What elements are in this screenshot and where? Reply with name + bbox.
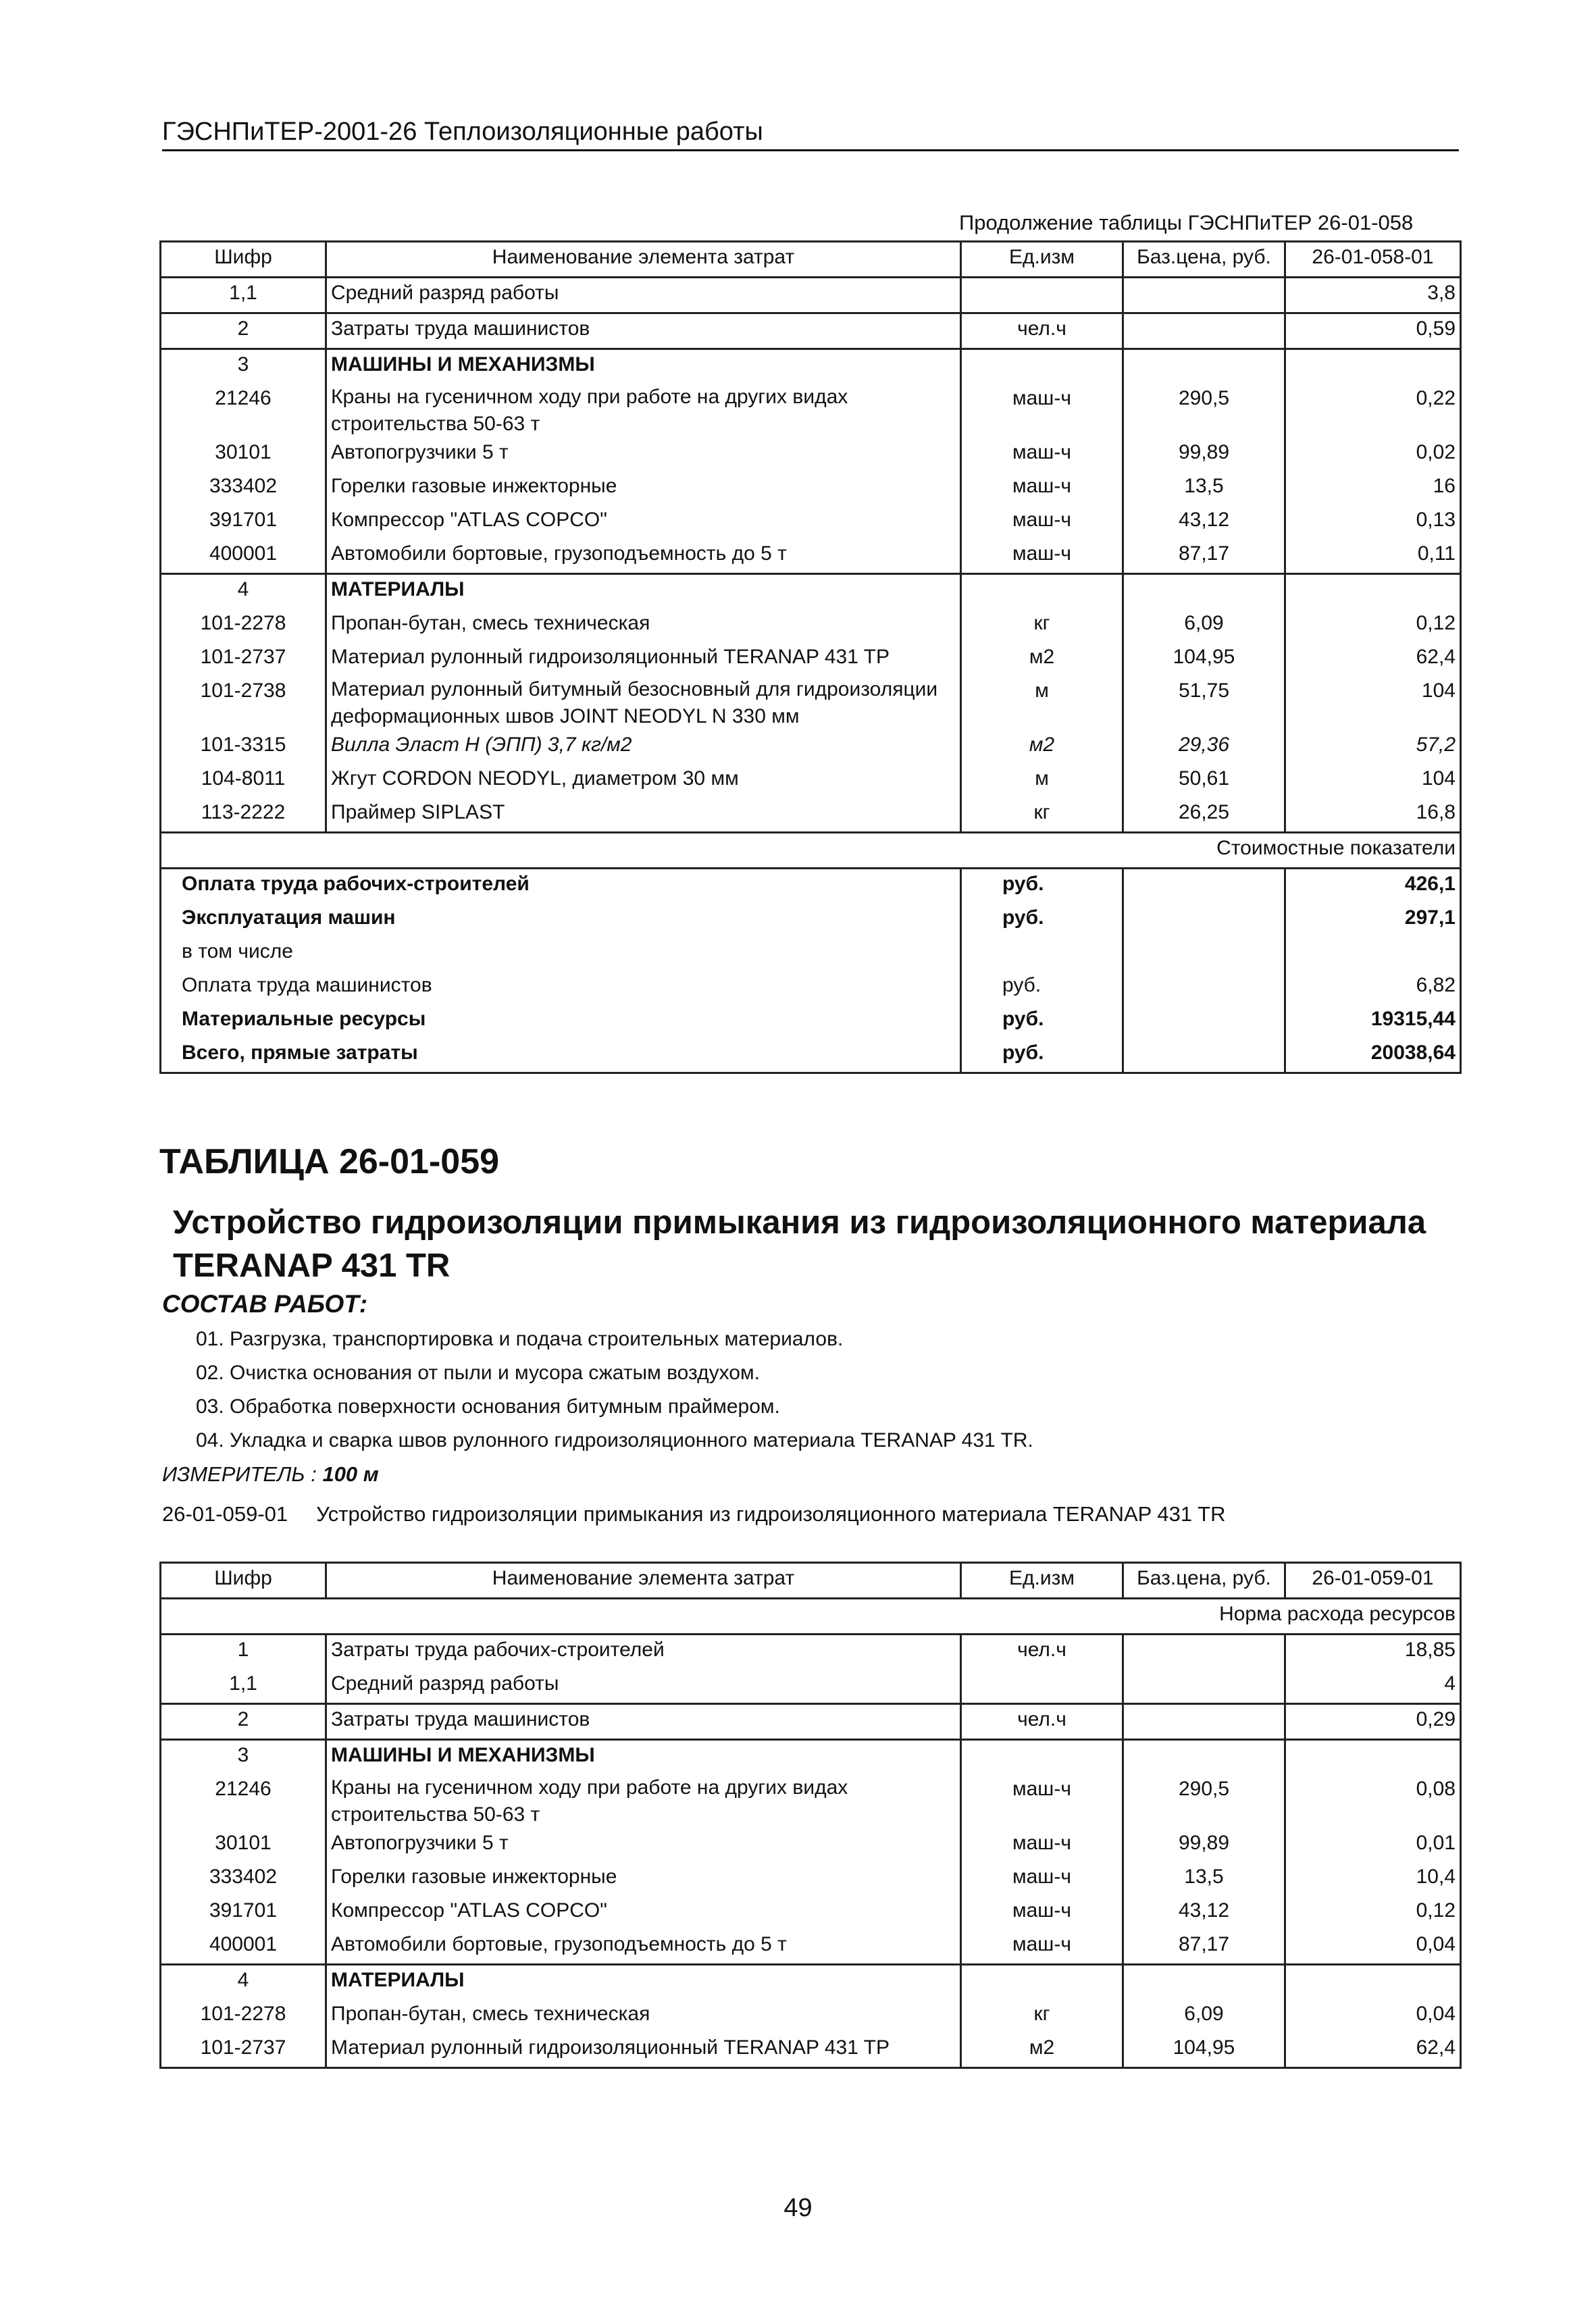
row-name: Затраты труда машинистов xyxy=(326,1704,961,1740)
table-header-row xyxy=(161,242,1461,278)
row-name: МАТЕРИАЛЫ xyxy=(326,574,961,609)
row-price: 104,95 xyxy=(1123,642,1285,676)
row-price: 99,89 xyxy=(1123,438,1285,471)
row-code: 2 xyxy=(161,313,326,349)
row-name: Автомобили бортовые, грузоподъемность до 5 т xyxy=(326,539,961,574)
row-name: МАШИНЫ И МЕХАНИЗМЫ xyxy=(326,349,961,384)
composition-label: СОСТАВ РАБОТ: xyxy=(162,1290,368,1318)
row-unit: кг xyxy=(961,609,1123,642)
row-price: 29,36 xyxy=(1123,730,1285,764)
summary-unit xyxy=(961,937,1123,971)
header-code: Шифр xyxy=(161,1563,326,1599)
table-row xyxy=(161,384,1461,438)
summary-row xyxy=(161,1004,1461,1038)
row-unit: маш-ч xyxy=(961,1862,1123,1896)
row-value: 0,12 xyxy=(1285,609,1461,642)
row-price xyxy=(1123,574,1285,609)
row-name: Горелки газовые инжекторные xyxy=(326,1862,961,1896)
table-row xyxy=(161,764,1461,798)
row-unit xyxy=(961,574,1123,609)
row-value: 57,2 xyxy=(1285,730,1461,764)
summary-label: Материальные ресурсы xyxy=(161,1004,961,1038)
table-row xyxy=(161,1774,1461,1828)
row-price: 87,17 xyxy=(1123,1930,1285,1965)
row-price: 6,09 xyxy=(1123,609,1285,642)
row-unit xyxy=(961,278,1123,313)
table-title: ТАБЛИЦА 26-01-059 xyxy=(159,1142,500,1181)
row-price: 51,75 xyxy=(1123,676,1285,730)
summary-unit: руб. xyxy=(961,1038,1123,1073)
row-unit: м xyxy=(961,764,1123,798)
row-value: 62,4 xyxy=(1285,642,1461,676)
row-value xyxy=(1285,349,1461,384)
row-unit: чел.ч xyxy=(961,1635,1123,1670)
row-unit: маш-ч xyxy=(961,384,1123,438)
cost-table-058 xyxy=(159,240,1462,1074)
summary-row xyxy=(161,937,1461,971)
norm-code: 26-01-059-01 xyxy=(162,1502,288,1526)
row-value xyxy=(1285,574,1461,609)
summary-unit: руб. xyxy=(961,869,1123,904)
page-number: 49 xyxy=(783,2194,813,2222)
row-unit: маш-ч xyxy=(961,1896,1123,1930)
row-code: 391701 xyxy=(161,1896,326,1930)
summary-value: 20038,64 xyxy=(1285,1038,1461,1073)
table-header-row xyxy=(161,1563,1461,1599)
row-code: 101-2737 xyxy=(161,2033,326,2068)
row-value: 4 xyxy=(1285,1669,1461,1704)
row-name: Автопогрузчики 5 т xyxy=(326,438,961,471)
row-unit: кг xyxy=(961,798,1123,833)
header-norm: 26-01-059-01 xyxy=(1285,1563,1461,1599)
row-price xyxy=(1123,349,1285,384)
summary-empty xyxy=(1123,1004,1285,1038)
row-name: Материал рулонный гидроизоляционный TERANAP 431 TP xyxy=(326,2033,961,2068)
row-code: 101-2738 xyxy=(161,676,326,730)
summary-row xyxy=(161,903,1461,937)
summary-unit: руб. xyxy=(961,971,1123,1004)
header-unit: Ед.изм xyxy=(961,1563,1123,1599)
row-price xyxy=(1123,1740,1285,1775)
table-row xyxy=(161,574,1461,609)
row-price: 13,5 xyxy=(1123,1862,1285,1896)
row-unit: чел.ч xyxy=(961,1704,1123,1740)
table-row xyxy=(161,676,1461,730)
row-unit: маш-ч xyxy=(961,539,1123,574)
header-name: Наименование элемента затрат xyxy=(326,242,961,278)
row-value: 104 xyxy=(1285,676,1461,730)
row-name: Праймер SIPLAST xyxy=(326,798,961,833)
row-value: 62,4 xyxy=(1285,2033,1461,2068)
summary-label: в том числе xyxy=(161,937,961,971)
row-value xyxy=(1285,1965,1461,2000)
summary-empty xyxy=(1123,971,1285,1004)
table-row xyxy=(161,798,1461,833)
row-unit: кг xyxy=(961,1999,1123,2033)
row-price xyxy=(1123,1965,1285,2000)
row-price xyxy=(1123,1635,1285,1670)
summary-value: 19315,44 xyxy=(1285,1004,1461,1038)
row-code: 104-8011 xyxy=(161,764,326,798)
norm-label-row xyxy=(161,1599,1461,1635)
row-value: 0,12 xyxy=(1285,1896,1461,1930)
row-unit: маш-ч xyxy=(961,1828,1123,1862)
row-unit: маш-ч xyxy=(961,438,1123,471)
row-code: 333402 xyxy=(161,471,326,505)
summary-value: 297,1 xyxy=(1285,903,1461,937)
row-code: 21246 xyxy=(161,384,326,438)
row-name: Компрессор "ATLAS COPCO" xyxy=(326,505,961,539)
row-price: 43,12 xyxy=(1123,1896,1285,1930)
row-price xyxy=(1123,278,1285,313)
row-unit: м2 xyxy=(961,2033,1123,2068)
row-code: 391701 xyxy=(161,505,326,539)
table-row xyxy=(161,2033,1461,2068)
summary-empty xyxy=(1123,1038,1285,1073)
table-row xyxy=(161,1930,1461,1965)
cost-indicators-label: Стоимостные показатели xyxy=(161,833,1461,869)
row-unit xyxy=(961,1740,1123,1775)
row-code: 4 xyxy=(161,574,326,609)
row-name: МАШИНЫ И МЕХАНИЗМЫ xyxy=(326,1740,961,1775)
measure-label: ИЗМЕРИТЕЛЬ : xyxy=(162,1462,317,1486)
row-code: 101-3315 xyxy=(161,730,326,764)
row-value xyxy=(1285,1740,1461,1775)
table-row xyxy=(161,349,1461,384)
cost-indicators-row xyxy=(161,833,1461,869)
summary-row xyxy=(161,971,1461,1004)
row-unit xyxy=(961,349,1123,384)
table-row xyxy=(161,642,1461,676)
row-value: 10,4 xyxy=(1285,1862,1461,1896)
summary-value xyxy=(1285,937,1461,971)
row-value: 0,11 xyxy=(1285,539,1461,574)
cost-table-059 xyxy=(159,1562,1462,2069)
row-code: 400001 xyxy=(161,539,326,574)
row-code: 2 xyxy=(161,1704,326,1740)
table-row xyxy=(161,1740,1461,1775)
row-unit: м2 xyxy=(961,642,1123,676)
row-code: 1,1 xyxy=(161,278,326,313)
row-name: Горелки газовые инжекторные xyxy=(326,471,961,505)
row-price: 26,25 xyxy=(1123,798,1285,833)
work-step: 03. Обработка поверхности основания битумным праймером. xyxy=(196,1395,780,1418)
summary-label: Оплата труда рабочих-строителей xyxy=(161,869,961,904)
table-row xyxy=(161,313,1461,349)
row-name: Материал рулонный гидроизоляционный TERANAP 431 TP xyxy=(326,642,961,676)
summary-unit: руб. xyxy=(961,1004,1123,1038)
table-row xyxy=(161,471,1461,505)
row-name: Затраты труда рабочих-строителей xyxy=(326,1635,961,1670)
header-unit: Ед.изм xyxy=(961,242,1123,278)
summary-value: 6,82 xyxy=(1285,971,1461,1004)
row-name: Материал рулонный битумный безосновный для гидроизоляции деформационных швов JOINT NEODYL N 330 мм xyxy=(326,676,961,730)
row-unit: м xyxy=(961,676,1123,730)
summary-row xyxy=(161,1038,1461,1073)
summary-label: Эксплуатация машин xyxy=(161,903,961,937)
work-step: 02. Очистка основания от пыли и мусора сжатым воздухом. xyxy=(196,1362,760,1384)
table-row xyxy=(161,609,1461,642)
table-row xyxy=(161,278,1461,313)
row-name: Средний разряд работы xyxy=(326,278,961,313)
row-code: 4 xyxy=(161,1965,326,2000)
row-unit: маш-ч xyxy=(961,1774,1123,1828)
table-row xyxy=(161,1635,1461,1670)
row-value: 18,85 xyxy=(1285,1635,1461,1670)
summary-row xyxy=(161,869,1461,904)
table-row xyxy=(161,1828,1461,1862)
summary-label: Всего, прямые затраты xyxy=(161,1038,961,1073)
row-unit: чел.ч xyxy=(961,313,1123,349)
summary-empty xyxy=(1123,903,1285,937)
row-code: 30101 xyxy=(161,438,326,471)
row-code: 400001 xyxy=(161,1930,326,1965)
row-code: 30101 xyxy=(161,1828,326,1862)
summary-empty xyxy=(1123,869,1285,904)
row-name: Автопогрузчики 5 т xyxy=(326,1828,961,1862)
row-value: 0,08 xyxy=(1285,1774,1461,1828)
row-price: 99,89 xyxy=(1123,1828,1285,1862)
table-row xyxy=(161,1896,1461,1930)
row-price xyxy=(1123,1704,1285,1740)
table-row xyxy=(161,1999,1461,2033)
row-value: 3,8 xyxy=(1285,278,1461,313)
row-name: МАТЕРИАЛЫ xyxy=(326,1965,961,2000)
norm-code-description: Устройство гидроизоляции примыкания из гидроизоляционного материала TERANAP 431 TR xyxy=(316,1502,1226,1526)
table-row xyxy=(161,539,1461,574)
row-value: 0,13 xyxy=(1285,505,1461,539)
row-name: Пропан-бутан, смесь техническая xyxy=(326,609,961,642)
summary-unit: руб. xyxy=(961,903,1123,937)
table-row xyxy=(161,1862,1461,1896)
header-code: Шифр xyxy=(161,242,326,278)
row-code: 3 xyxy=(161,349,326,384)
row-price: 290,5 xyxy=(1123,1774,1285,1828)
row-code: 3 xyxy=(161,1740,326,1775)
table-row xyxy=(161,730,1461,764)
header-price: Баз.цена, руб. xyxy=(1123,242,1285,278)
row-price xyxy=(1123,1669,1285,1704)
row-code: 101-2278 xyxy=(161,1999,326,2033)
row-name: Средний разряд работы xyxy=(326,1669,961,1704)
row-value: 0,59 xyxy=(1285,313,1461,349)
row-unit xyxy=(961,1965,1123,2000)
row-price: 104,95 xyxy=(1123,2033,1285,2068)
row-code: 333402 xyxy=(161,1862,326,1896)
measure-line xyxy=(162,1462,379,1487)
work-step: 04. Укладка и сварка швов рулонного гидроизоляционного материала TERANAP 431 TR. xyxy=(196,1429,1033,1451)
summary-value: 426,1 xyxy=(1285,869,1461,904)
row-name: Пропан-бутан, смесь техническая xyxy=(326,1999,961,2033)
table-subtitle: Устройство гидроизоляции примыкания из гидроизоляционного материала TERANAP 431 TR xyxy=(173,1204,1426,1284)
row-value: 0,04 xyxy=(1285,1999,1461,2033)
row-unit: маш-ч xyxy=(961,471,1123,505)
row-value: 104 xyxy=(1285,764,1461,798)
row-unit: маш-ч xyxy=(961,505,1123,539)
table-row xyxy=(161,1704,1461,1740)
header-price: Баз.цена, руб. xyxy=(1123,1563,1285,1599)
row-code: 1,1 xyxy=(161,1669,326,1704)
row-value: 16,8 xyxy=(1285,798,1461,833)
row-name: Затраты труда машинистов xyxy=(326,313,961,349)
row-value: 0,29 xyxy=(1285,1704,1461,1740)
table-continuation-caption: Продолжение таблицы ГЭСНПиТЕР 26-01-058 xyxy=(959,211,1414,234)
row-name: Жгут CORDON NEODYL, диаметром 30 мм xyxy=(326,764,961,798)
row-code: 113-2222 xyxy=(161,798,326,833)
row-value: 0,04 xyxy=(1285,1930,1461,1965)
row-price: 6,09 xyxy=(1123,1999,1285,2033)
table-row xyxy=(161,505,1461,539)
table-row xyxy=(161,438,1461,471)
work-step: 01. Разгрузка, транспортировка и подача строительных материалов. xyxy=(196,1328,844,1350)
row-price: 50,61 xyxy=(1123,764,1285,798)
row-price: 43,12 xyxy=(1123,505,1285,539)
table-row xyxy=(161,1965,1461,2000)
row-price: 13,5 xyxy=(1123,471,1285,505)
row-unit: м2 xyxy=(961,730,1123,764)
row-code: 1 xyxy=(161,1635,326,1670)
row-value: 0,01 xyxy=(1285,1828,1461,1862)
row-name: Краны на гусеничном ходу при работе на других видах строительства 50-63 т xyxy=(326,1774,961,1828)
row-value: 16 xyxy=(1285,471,1461,505)
row-price: 87,17 xyxy=(1123,539,1285,574)
row-value: 0,02 xyxy=(1285,438,1461,471)
norm-code-line xyxy=(162,1502,1226,1526)
row-code: 21246 xyxy=(161,1774,326,1828)
row-code: 101-2737 xyxy=(161,642,326,676)
summary-empty xyxy=(1123,937,1285,971)
norm-label: Норма расхода ресурсов xyxy=(161,1599,1461,1635)
row-name: Вилла Эласт Н (ЭПП) 3,7 кг/м2 xyxy=(326,730,961,764)
row-code: 101-2278 xyxy=(161,609,326,642)
row-unit: маш-ч xyxy=(961,1930,1123,1965)
row-name: Краны на гусеничном ходу при работе на других видах строительства 50-63 т xyxy=(326,384,961,438)
summary-label: Оплата труда машинистов xyxy=(161,971,961,1004)
header-name: Наименование элемента затрат xyxy=(326,1563,961,1599)
row-name: Автомобили бортовые, грузоподъемность до 5 т xyxy=(326,1930,961,1965)
row-price xyxy=(1123,313,1285,349)
row-price: 290,5 xyxy=(1123,384,1285,438)
row-name: Компрессор "ATLAS COPCO" xyxy=(326,1896,961,1930)
table-row xyxy=(161,1669,1461,1704)
page-header: ГЭСНПиТЕР-2001-26 Теплоизоляционные работы xyxy=(162,118,1459,151)
row-unit xyxy=(961,1669,1123,1704)
measure-value: 100 м xyxy=(322,1462,379,1486)
row-value: 0,22 xyxy=(1285,384,1461,438)
header-norm: 26-01-058-01 xyxy=(1285,242,1461,278)
